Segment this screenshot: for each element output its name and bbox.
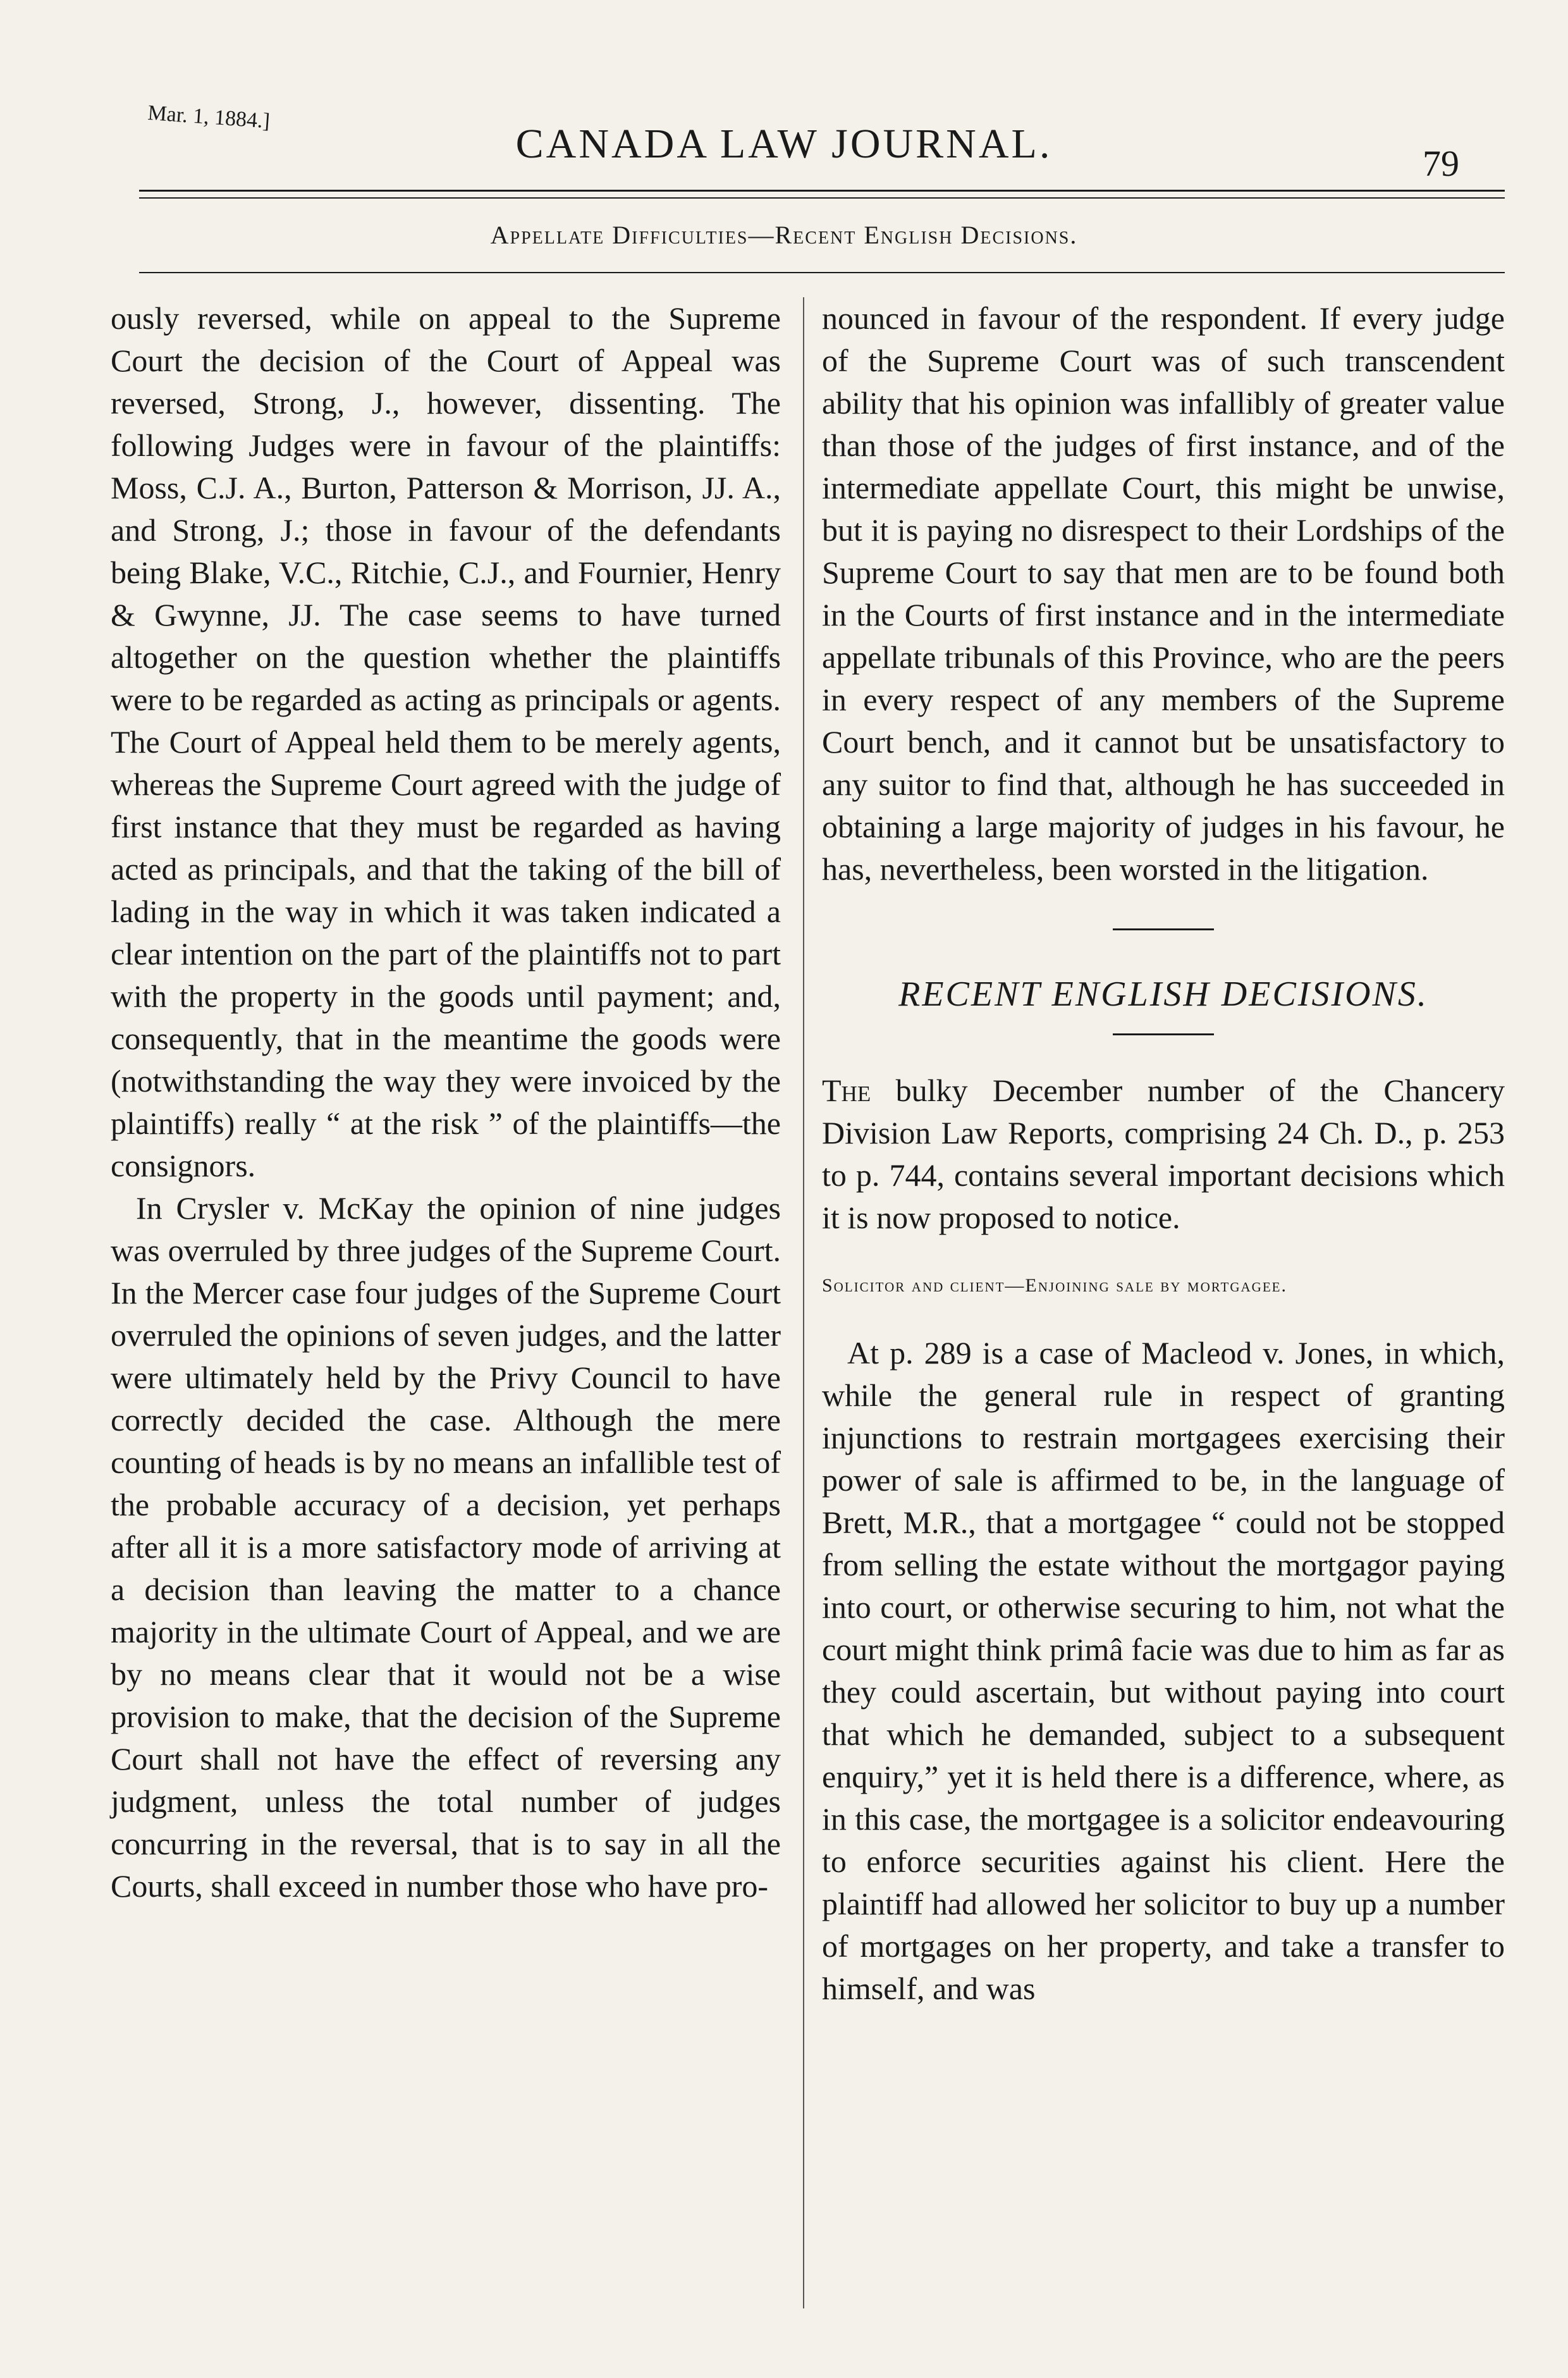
- running-subheading: Appellate Difficulties—Recent English Decisions.: [490, 221, 1078, 249]
- case-heading: Solicitor and client—Enjoining sale by mortgagee.: [822, 1275, 1287, 1296]
- journal-title: CANADA LAW JOURNAL.: [515, 121, 1053, 167]
- left-paragraph-1: ously reversed, while on appeal to the Supreme Court the decision of the Court of Appeal was reversed, Strong, J., however, dissenting. The following Judges were in favour of the plaintiffs: Moss, C.J. A., Burton, Patterson & Morrison, JJ. A., and Strong, J.; those in favour of the defendants being Blake, V.C., Ritchie, C.J., and Fournier, Henry & Gwynne, JJ. The case seems to have turned altogether on the question whether the plaintiffs were to be regarded as acting as principals or agents. The Court of Appeal held them to be merely agents, whereas the Supreme Court agreed with the judge of first instance that they must be regarded as having acted as principals, and that the taking of the bill of lading in the way in which it was taken indicated a clear intention on the part of the plaintiffs not to part with the property in the goods until payment; and, consequently, that in the meantime the goods were (notwithstanding the way they were invoiced by the plaintiffs) really “ at the risk ” of the plaintiffs—the consignors.: [111, 300, 781, 1183]
- column-divider: [803, 297, 804, 2308]
- intro-text: bulky December number of the Chancery Division Law Reports, comprising 24 Ch. D., p. 253 to p. 744, contains several important decisions which it is now proposed to notice.: [822, 1073, 1505, 1235]
- section-rule-below: [1113, 1033, 1214, 1035]
- right-continuation-paragraph: nounced in favour of the respondent. If every judge of the Supreme Court was of such transcendent ability that his opinion was infallibly of greater value than those of the judges of first instance, and of the intermediate appellate Court, this might be unwise, but it is paying no disrespect to their Lordships of the Supreme Court to say that men are to be found both in the Courts of first instance and in the intermediate appellate tribunals of this Province, who are the peers in every respect of any members of the Supreme Court bench, and it cannot but be unsatisfactory to any suitor to find that, although he has succeeded in obtaining a large majority of judges in his favour, he has, nevertheless, been worsted in the litigation.: [822, 300, 1505, 887]
- intro-lead-word: The: [822, 1073, 871, 1108]
- issue-date: Mar. 1, 1884.]: [147, 101, 271, 133]
- header-rule-bottom: [139, 197, 1505, 199]
- intro-paragraph: [822, 1069, 1505, 1239]
- section-rule-above: [1113, 928, 1214, 930]
- right-column: [822, 297, 1505, 2010]
- page-number: 79: [1423, 143, 1459, 184]
- left-column: [111, 297, 781, 1907]
- case-body-paragraph: At p. 289 is a case of Macleod v. Jones, in which, while the general rule in respect of granting injunctions to restrain mortgagees exercising their power of sale is affirmed to be, in the language of Brett, M.R., that a mortgagee “ could not be stopped from selling the estate without the mortgagor paying into court, or otherwise securing to him, not what the court might think primâ facie was due to him as far as they could ascertain, but without paying into court that which he demanded, subject to a subsequent enquiry,” yet it is held there is a difference, where, as in this case, the mortgagee is a solicitor endeavouring to enforce securities against his client. Here the plaintiff had allowed her solicitor to buy up a number of mortgages on her property, and take a transfer to himself, and was: [822, 1335, 1505, 2006]
- header-rule-top: [139, 190, 1505, 192]
- section-title: RECENT ENGLISH DECISIONS.: [898, 975, 1428, 1014]
- subheading-rule: [139, 272, 1505, 273]
- left-paragraph-2: In Crysler v. McKay the opinion of nine judges was overruled by three judges of the Supreme Court. In the Mercer case four judges of the Supreme Court overruled the opinions of seven judges, and the latter were ultimately held by the Privy Council to have correctly decided the case. Although the mere counting of heads is by no means an infallible test of the probable accuracy of a decision, yet perhaps after all it is a more satisfactory mode of arriving at a decision than leaving the matter to a chance majority in the ultimate Court of Appeal, and we are by no means clear that it would not be a wise provision to make, that the decision of the Supreme Court shall not have the effect of reversing any judgment, unless the total number of judges concurring in the reversal, that is to say in all the Courts, shall exceed in number those who have pro-: [111, 1190, 781, 1904]
